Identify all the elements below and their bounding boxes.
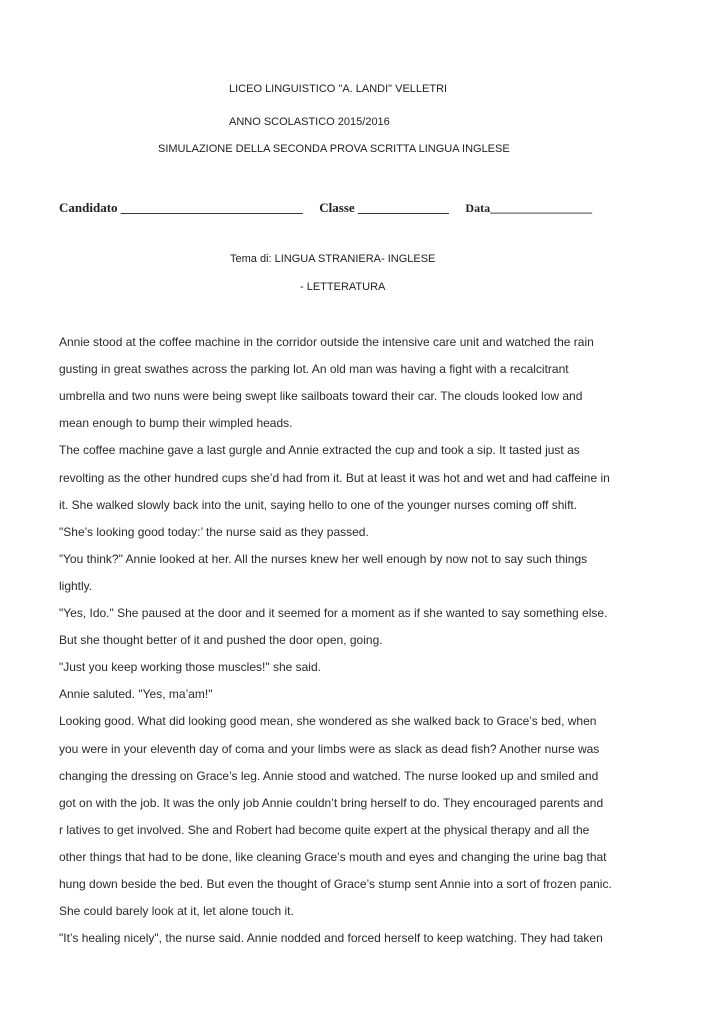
classe-field: Classe ______________: [319, 200, 449, 215]
text-line: She could barely look at it, let alone touch it.: [59, 904, 294, 919]
text-line: umbrella and two nuns were being swept like sailboats toward their car. The clouds looked low and: [59, 389, 583, 404]
text-line: revolting as the other hundred cups she’d had from it. But at least it was hot and wet and had caffeine in: [59, 470, 610, 485]
text-line: gusting in great swathes across the parking lot. An old man was having a fight with a recalcitrant: [59, 362, 569, 377]
text-line: The coffee machine gave a last gurgle and Annie extracted the cup and took a sip. It tasted just as: [59, 443, 580, 458]
text-line: Looking good. What did looking good mean, she wondered as she walked back to Grace’s bed, when: [59, 714, 597, 729]
text-line: other things that had to be done, like cleaning Grace’s mouth and eyes and changing the urine bag that: [59, 849, 607, 864]
candidato-field: Candidato ____________________________: [59, 200, 303, 215]
text-line: lightly.: [59, 578, 93, 593]
text-line: it. She walked slowly back into the unit, saying hello to one of the younger nurses coming off shift.: [59, 497, 578, 512]
text-line: you were in your eleventh day of coma and your limbs were as slack as dead fish? Another nurse was: [59, 741, 600, 756]
tema-title: Tema di: LINGUA STRANIERA- INGLESE: [230, 253, 436, 265]
tema-subtitle: - LETTERATURA: [300, 281, 386, 293]
data-field: Data_________________: [465, 201, 593, 215]
simulation-title: SIMULAZIONE DELLA SECONDA PROVA SCRITTA LINGUA INGLESE: [158, 143, 510, 155]
school-header: LICEO LINGUISTICO "A. LANDI" VELLETRI: [229, 83, 448, 95]
text-line: "Just you keep working those muscles!" she said.: [59, 660, 321, 675]
text-line: "She’s looking good today:’ the nurse said as they passed.: [59, 524, 369, 539]
candidate-form-row: [59, 200, 592, 216]
text-line: got on with the job. It was the only job Annie couldn’t bring herself to do. They encouraged parents and: [59, 795, 604, 810]
text-line: "It’s healing nicely", the nurse said. Annie nodded and forced herself to keep watching. They had taken: [59, 931, 603, 946]
text-line: But she thought better of it and pushed the door open, going.: [59, 633, 383, 648]
text-line: Annie saluted. "Yes, ma’am!": [59, 687, 213, 702]
school-year: ANNO SCOLASTICO 2015/2016: [229, 116, 390, 128]
text-line: Annie stood at the coffee machine in the corridor outside the intensive care unit and watched the rain: [59, 335, 594, 349]
text-line: hung down beside the bed. But even the thought of Grace’s stump sent Annie into a sort of frozen panic.: [59, 877, 612, 891]
text-line: "Yes, Ido." She paused at the door and it seemed for a moment as if she wanted to say something else.: [59, 606, 608, 620]
text-line: r latives to get involved. She and Robert had become quite expert at the physical therapy and all the: [59, 822, 590, 837]
text-line: mean enough to bump their wimpled heads.: [59, 416, 293, 431]
text-line: changing the dressing on Grace’s leg. Annie stood and watched. The nurse looked up and smiled and: [59, 768, 599, 783]
text-line: ”You think?" Annie looked at her. All the nurses knew her well enough by now not to say such things: [59, 551, 588, 566]
